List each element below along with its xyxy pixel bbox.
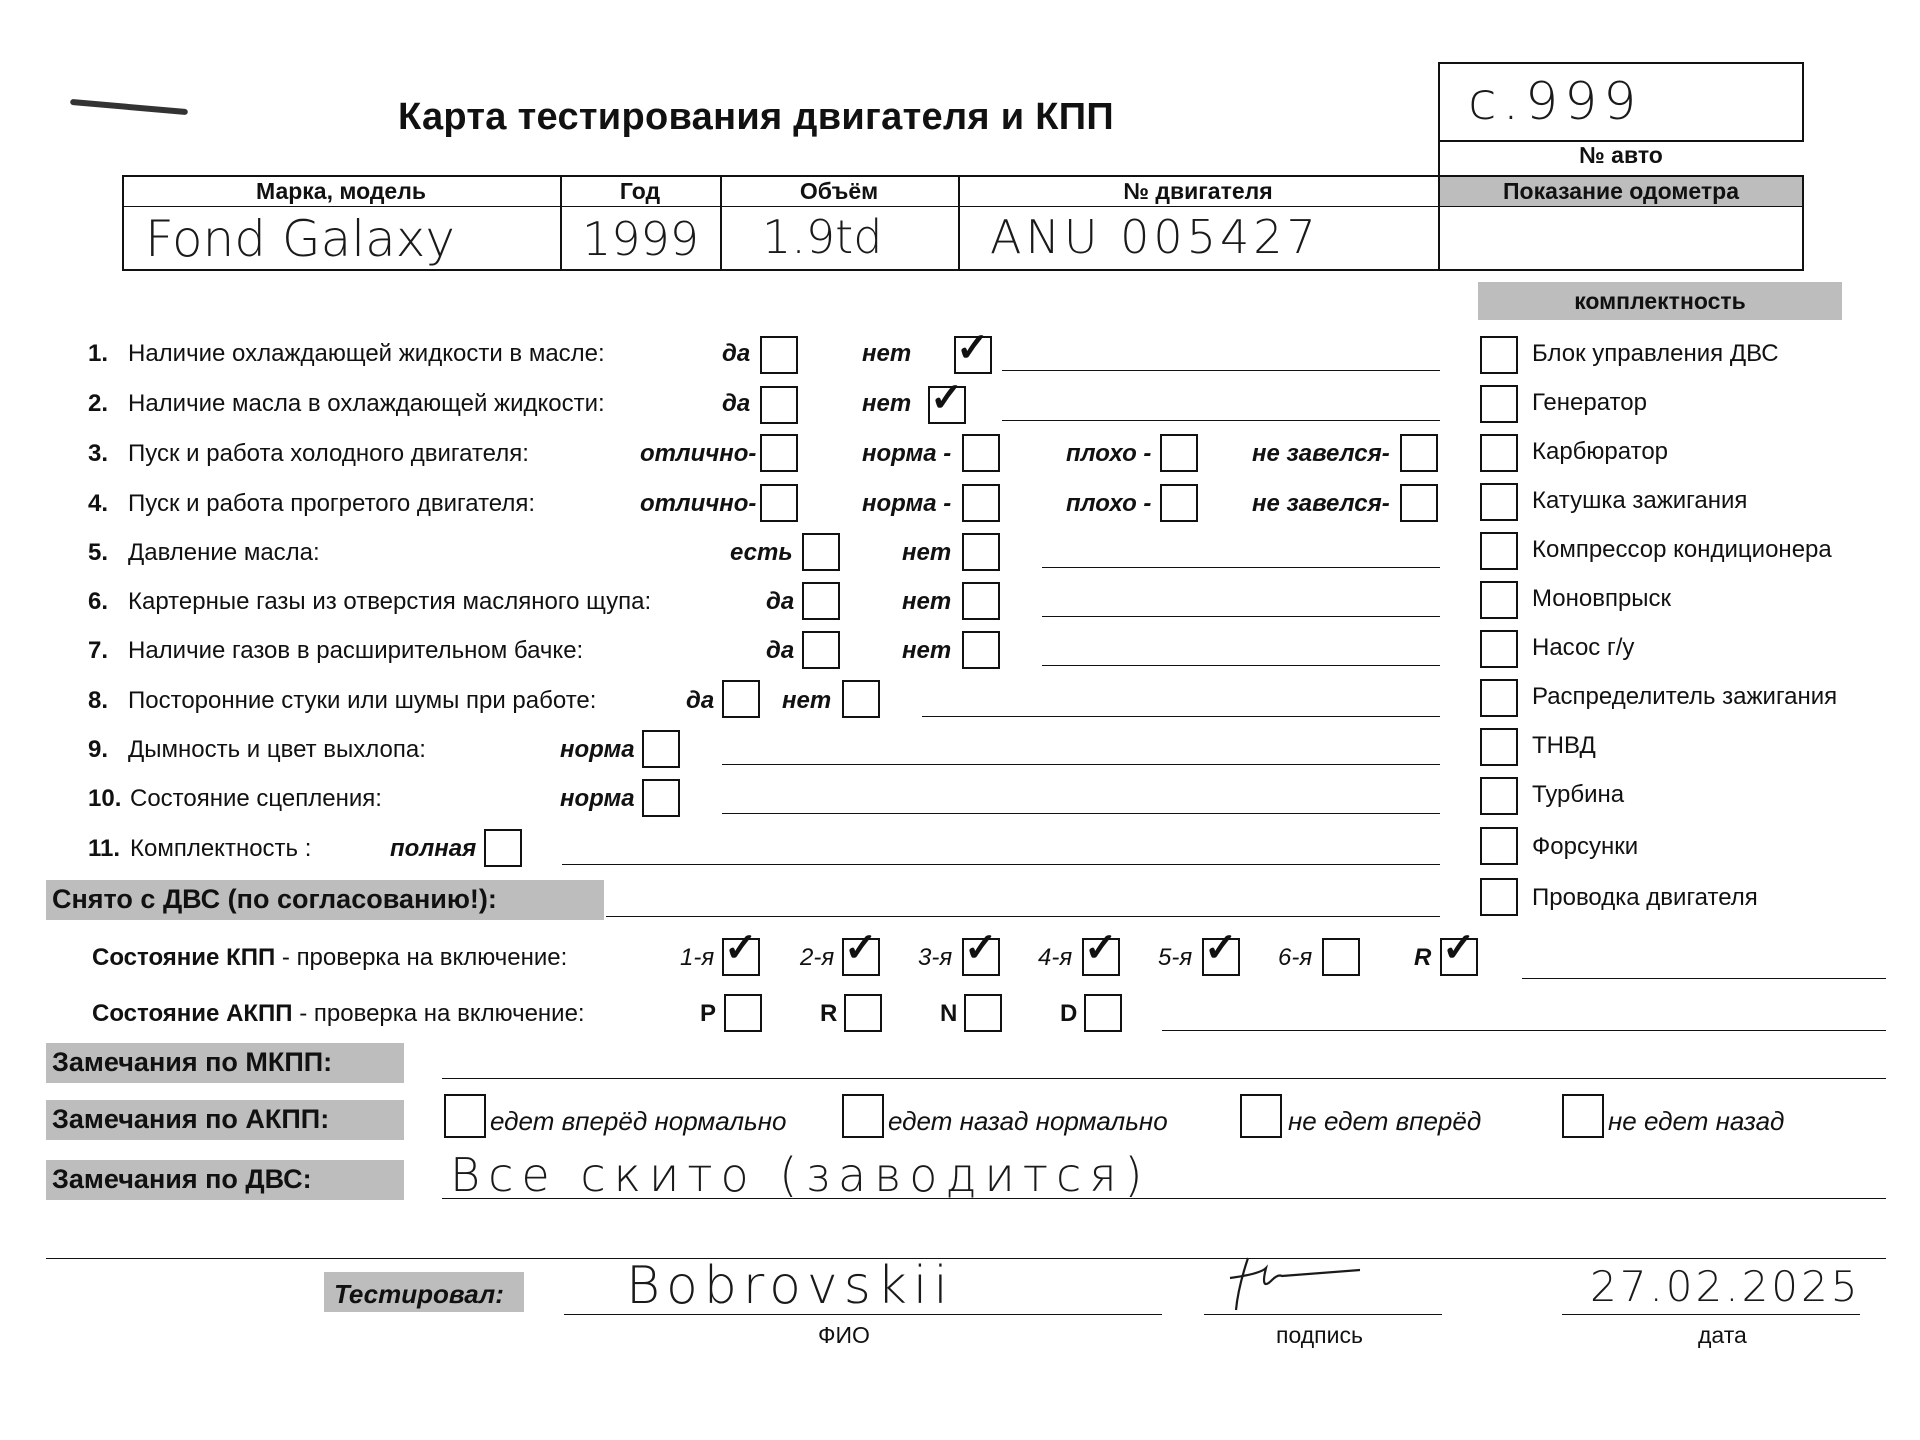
remarks-dvs-label: Замечания по ДВС: — [52, 1164, 312, 1194]
page-title: Карта тестирования двигателя и КПП — [398, 96, 1114, 138]
checkbox-normal[interactable] — [962, 434, 1000, 472]
date-line — [1562, 1314, 1860, 1315]
header-col-engine-number: № двигателя — [1123, 178, 1273, 204]
option-label: да — [766, 588, 795, 615]
model-value: Fond Galaxy — [145, 210, 455, 268]
tested-label: Тестировал: — [334, 1279, 504, 1309]
item-number: 7. — [88, 637, 109, 664]
completeness-checkbox[interactable] — [1480, 777, 1518, 815]
completeness-item: Моновпрыск — [1532, 585, 1672, 612]
checkbox-yes[interactable] — [760, 336, 798, 374]
completeness-item: Турбина — [1532, 781, 1625, 808]
completeness-item: Блок управления ДВС — [1532, 340, 1779, 367]
akpp-option-label: едет назад нормально — [888, 1106, 1168, 1136]
mode-label: R — [820, 1000, 838, 1027]
item-label: Комплектность : — [130, 835, 312, 862]
completeness-item: Генератор — [1532, 389, 1647, 416]
option-label: да — [722, 390, 751, 417]
checkbox-not-started[interactable] — [1400, 484, 1438, 522]
option-label: норма — [560, 736, 635, 763]
check-mark-icon: ✓ — [844, 926, 878, 970]
gear-label: R — [1414, 944, 1432, 971]
completeness-checkbox[interactable] — [1480, 336, 1518, 374]
option-label: да — [722, 340, 751, 367]
notes-line — [1042, 616, 1440, 617]
mode-checkbox[interactable] — [844, 994, 882, 1032]
remarks-mkpp-line — [442, 1078, 1886, 1079]
check-mark-icon: ✓ — [956, 326, 990, 370]
checkbox-excellent[interactable] — [760, 434, 798, 472]
checkbox-bad[interactable] — [1160, 484, 1198, 522]
mkpp-line — [1522, 978, 1886, 979]
mode-checkbox[interactable] — [724, 994, 762, 1032]
header-divider — [122, 206, 1804, 207]
notes-line — [722, 764, 1440, 765]
completeness-title: комплектность — [1574, 288, 1746, 314]
auto-number-value: c.999 — [1468, 72, 1643, 132]
option-label: не завелся- — [1252, 490, 1390, 517]
option-label: нет — [862, 340, 912, 367]
completeness-item: Карбюратор — [1532, 438, 1669, 465]
remarks-mkpp-label: Замечания по МКПП: — [52, 1047, 333, 1077]
akpp-label-bold: Состояние АКПП — [92, 1000, 293, 1027]
name-caption: ФИО — [818, 1322, 870, 1348]
checkbox-no[interactable] — [962, 631, 1000, 669]
akpp-label-rest: - проверка на включение: — [292, 1000, 585, 1027]
checkbox-yes[interactable] — [802, 582, 840, 620]
completeness-item: Компрессор кондиционера — [1532, 536, 1832, 563]
checkbox-normal[interactable] — [642, 779, 680, 817]
item-number: 3. — [88, 440, 109, 467]
akpp-option-checkbox[interactable] — [842, 1094, 884, 1138]
akpp-option-label: не едет вперёд — [1288, 1106, 1482, 1136]
removed-label: Снято с ДВС (по согласованию!): — [52, 884, 497, 914]
completeness-checkbox[interactable] — [1480, 878, 1518, 916]
option-label: нет — [902, 588, 952, 615]
option-label: полная — [390, 835, 477, 862]
option-label: нет — [902, 637, 952, 664]
akpp-option-checkbox[interactable] — [1240, 1094, 1282, 1138]
header-col-odometer: Показание одометра — [1503, 178, 1739, 204]
date-caption: дата — [1698, 1322, 1747, 1348]
header-col-volume: Объём — [799, 178, 879, 204]
option-label: отлично- — [640, 490, 757, 517]
mode-label: N — [940, 1000, 958, 1027]
check-mark-icon: ✓ — [1442, 926, 1476, 970]
item-number: 8. — [88, 687, 109, 714]
check-mark-icon: ✓ — [964, 926, 998, 970]
pen-stroke — [70, 99, 188, 115]
notes-line — [722, 813, 1440, 814]
checkbox-normal[interactable] — [962, 484, 1000, 522]
checkbox-yes[interactable] — [722, 680, 760, 718]
gear-label: 3-я — [918, 944, 953, 971]
item-label: Состояние сцепления: — [130, 785, 382, 812]
notes-line — [1042, 665, 1440, 666]
item-number: 10. — [88, 785, 122, 812]
notes-line — [562, 864, 1440, 865]
completeness-checkbox[interactable] — [1480, 630, 1518, 668]
option-label: норма - — [862, 440, 952, 467]
completeness-item: Насос г/у — [1532, 634, 1635, 661]
completeness-checkbox[interactable] — [1480, 532, 1518, 570]
checkbox-normal[interactable] — [642, 730, 680, 768]
option-label: нет — [782, 687, 832, 714]
checkbox-no[interactable] — [962, 533, 1000, 571]
item-number: 4. — [88, 490, 109, 517]
completeness-item: Катушка зажигания — [1532, 487, 1748, 514]
completeness-item: Форсунки — [1532, 833, 1639, 860]
option-label: нет — [862, 390, 912, 417]
akpp-label — [92, 1000, 585, 1028]
akpp-option-label: не едет назад — [1608, 1106, 1785, 1136]
completeness-checkbox[interactable] — [1480, 728, 1518, 766]
volume-value: 1.9td — [762, 210, 883, 264]
option-label: да — [766, 637, 795, 664]
item-label: Пуск и работа холодного двигателя: — [128, 440, 529, 467]
signature-caption: подпись — [1276, 1322, 1363, 1348]
remarks-dvs-line — [442, 1198, 1886, 1199]
tester-name: Bobrovskii — [626, 1256, 954, 1316]
item-label: Наличие масла в охлаждающей жидкости: — [128, 390, 605, 417]
item-number: 11. — [88, 835, 121, 862]
completeness-checkbox[interactable] — [1480, 385, 1518, 423]
checkbox-yes[interactable] — [802, 631, 840, 669]
item-label: Картерные газы из отверстия масляного щупа: — [128, 588, 652, 615]
item-number: 6. — [88, 588, 109, 615]
section-separator — [46, 1258, 1886, 1259]
removed-line — [606, 916, 1440, 917]
completeness-checkbox[interactable] — [1480, 483, 1518, 521]
check-mark-icon: ✓ — [930, 376, 964, 420]
gear-label: 6-я — [1278, 944, 1313, 971]
akpp-option-checkbox[interactable] — [444, 1094, 486, 1138]
notes-line — [922, 716, 1440, 717]
notes-line — [1002, 420, 1440, 421]
completeness-checkbox[interactable] — [1480, 581, 1518, 619]
item-label: Давление масла: — [128, 539, 320, 566]
item-label: Посторонние стуки или шумы при работе: — [128, 687, 597, 714]
akpp-option-label: едет вперёд нормально — [490, 1106, 787, 1136]
checkbox-not-started[interactable] — [1400, 434, 1438, 472]
option-label: да — [686, 687, 715, 714]
check-mark-icon: ✓ — [1084, 926, 1118, 970]
checkbox-no[interactable] — [962, 582, 1000, 620]
option-label: плохо - — [1066, 440, 1152, 467]
completeness-checkbox[interactable] — [1480, 434, 1518, 472]
gear-label: 5-я — [1158, 944, 1193, 971]
checkbox-yes[interactable] — [760, 386, 798, 424]
check-mark-icon: ✓ — [724, 926, 758, 970]
akpp-line — [1162, 1030, 1886, 1031]
signature — [1220, 1248, 1370, 1314]
option-label: норма — [560, 785, 635, 812]
checkbox-bad[interactable] — [1160, 434, 1198, 472]
checkbox-no[interactable] — [842, 680, 880, 718]
option-label: нет — [902, 539, 952, 566]
checkbox-full[interactable] — [484, 829, 522, 867]
item-number: 9. — [88, 736, 109, 763]
mode-checkbox[interactable] — [964, 994, 1002, 1032]
col-divider — [1438, 142, 1440, 271]
item-label: Наличие газов в расширительном бачке: — [128, 637, 584, 664]
mode-label: P — [700, 1000, 717, 1027]
signature-line — [1204, 1314, 1442, 1315]
mkpp-label-rest: - проверка на включение: — [275, 944, 568, 971]
name-line — [564, 1314, 1162, 1315]
item-label: Пуск и работа прогретого двигателя: — [128, 490, 536, 517]
notes-line — [1002, 370, 1440, 371]
check-mark-icon: ✓ — [1204, 926, 1238, 970]
header-col-model: Марка, модель — [256, 178, 426, 204]
completeness-item: Проводка двигателя — [1532, 884, 1758, 911]
checkbox-yes[interactable] — [802, 533, 840, 571]
option-label: не завелся- — [1252, 440, 1390, 467]
gear-checkbox[interactable] — [1322, 938, 1360, 976]
gear-label: 4-я — [1038, 944, 1073, 971]
year-value: 1999 — [582, 212, 700, 266]
header-col-year: Год — [619, 178, 661, 204]
akpp-option-checkbox[interactable] — [1562, 1094, 1604, 1138]
item-number: 5. — [88, 539, 109, 566]
checkbox-excellent[interactable] — [760, 484, 798, 522]
item-number: 1. — [88, 340, 109, 367]
remarks-dvs-value: Все скито (заводится) — [450, 1148, 1151, 1202]
completeness-checkbox[interactable] — [1480, 679, 1518, 717]
item-number: 2. — [88, 390, 109, 417]
mode-checkbox[interactable] — [1084, 994, 1122, 1032]
gear-label: 2-я — [800, 944, 835, 971]
test-date: 27.02.2025 — [1590, 1262, 1861, 1311]
option-label: отлично- — [640, 440, 757, 467]
engine-number-value: ANU 005427 — [990, 210, 1320, 264]
completeness-item: ТНВД — [1532, 732, 1596, 759]
mkpp-label-bold: Состояние КПП — [92, 944, 276, 971]
remarks-akpp-label: Замечания по АКПП: — [52, 1104, 330, 1134]
completeness-item: Распределитель зажигания — [1532, 683, 1838, 710]
completeness-checkbox[interactable] — [1480, 827, 1518, 865]
notes-line — [1042, 567, 1440, 568]
item-label: Дымность и цвет выхлопа: — [128, 736, 426, 763]
gear-label: 1-я — [680, 944, 715, 971]
mode-label: D — [1060, 1000, 1078, 1027]
option-label: плохо - — [1066, 490, 1152, 517]
item-label: Наличие охлаждающей жидкости в масле: — [128, 340, 605, 367]
option-label: норма - — [862, 490, 952, 517]
option-label: есть — [730, 539, 793, 566]
mkpp-label — [92, 944, 567, 972]
auto-number-label: № авто — [1579, 142, 1663, 168]
